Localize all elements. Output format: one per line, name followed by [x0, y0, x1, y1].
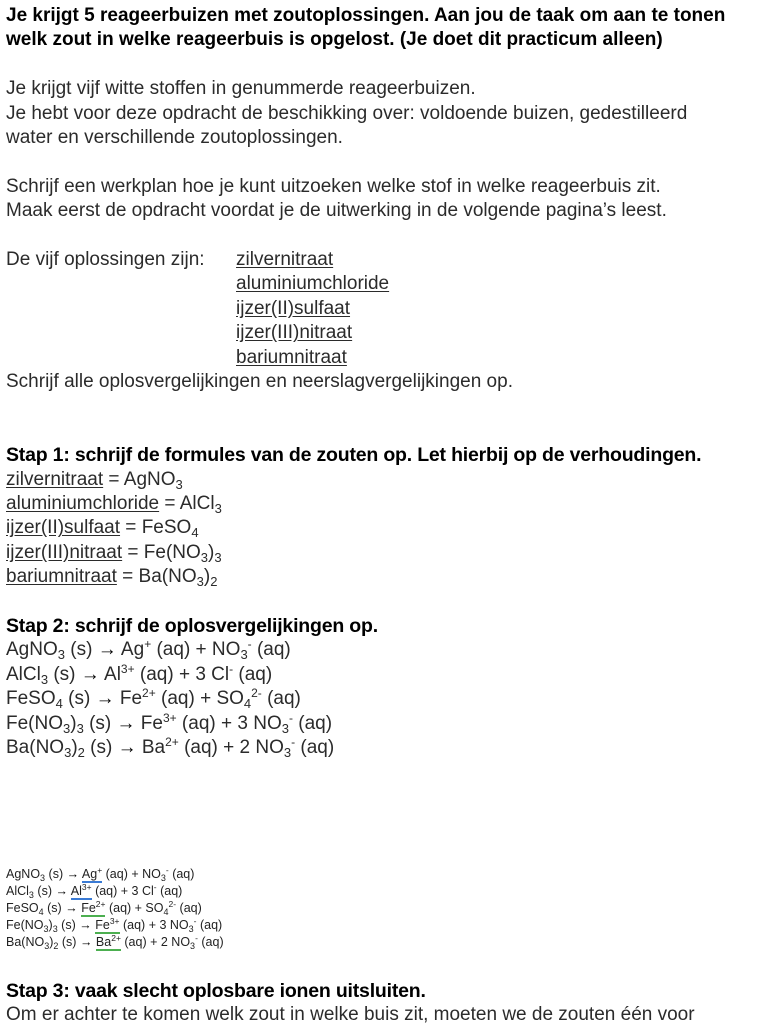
equation-row: AlCl$_3$ $(s) \to Al^{3+}$ (aq) + 3 Cl- (aq): [6, 661, 273, 687]
task-line-1: Schrijf een werkplan hoe je kunt uitzoeken welke stof in welke reageerbuis zit.: [6, 175, 661, 197]
formula-list: [6, 468, 768, 590]
equation-row: FeSO$_4$ $(s) \to Fe^{2+}$ $(aq) + SO_4^{2-}$ (aq): [6, 686, 301, 712]
formula-row: ijzer(III)nitraat = $Fe(NO_3)_3$: [6, 541, 222, 565]
annotated-equation-row: $Ba(NO_3)_2$ $(s) \to Ba^{2+}$ (aq) + 2 $NO_3^-$ (aq): [6, 933, 224, 951]
task-line-2: Maak eerst de opdracht voordat je de uitwerking in de volgende pagina’s leest.: [6, 200, 667, 222]
solution-item: zilvernitraat: [236, 249, 334, 271]
step3-section: [6, 979, 695, 1028]
formula-row: bariumnitraat = $Ba(NO_3)_2$: [6, 566, 218, 590]
step3-heading: Stap 3: vaak slecht oplosbare ionen uitsluiten.: [6, 980, 426, 1002]
equation-row: $Ba(NO_3)_2$ $(s) \to Ba^{2+}$ (aq) + 2 $NO_3^-$ (aq): [6, 735, 335, 761]
solutions-list: [6, 248, 768, 370]
intro-line-3: water en verschillende zoutoplossingen.: [6, 127, 343, 149]
formula-row: aluminiumchloride = AlCl$_3$: [6, 493, 222, 517]
step3-text: Om er achter te komen welk zout in welke buis zit, moeten we de zouten één voor: [6, 1004, 695, 1026]
title-line-1: Je krijgt 5 reageerbuizen met zoutoplossingen. Aan jou de taak om aan te tonen: [6, 5, 726, 26]
equation-row: $Fe(NO_3)_3$ $(s) \to Fe^{3+}$ (aq) + 3 $NO_3^-$ (aq): [6, 710, 333, 736]
annotated-equation-row: AgNO$_3$ (s) → Ag+ $(aq) + NO_3^-$ (aq): [6, 865, 195, 883]
intro-line-1: Je krijgt vijf witte stoffen in genummerde reageerbuizen.: [6, 78, 476, 100]
formula-row: zilvernitraat = AgNO$_3$: [6, 468, 183, 492]
solution-item: ijzer(III)nitraat: [236, 322, 353, 344]
equation-list: [6, 638, 768, 760]
solution-item: ijzer(II)sulfaat: [236, 297, 351, 319]
formula-row: ijzer(II)sulfaat = FeSO$_4$: [6, 517, 199, 541]
annotated-equation-row: AlCl$_3$ $(s) \to Al^{3+}$ (aq) + 3 Cl- (aq): [6, 882, 183, 900]
annotated-equations: [6, 866, 224, 951]
solution-item: aluminiumchloride: [236, 273, 390, 295]
instruction-line: Schrijf alle oplosvergelijkingen en neerslagvergelijkingen op.: [6, 371, 513, 393]
annotated-equation-row: FeSO$_4$ $(s) \to Fe^{2+}$ $(aq) + SO_4^{2-}$ (aq): [6, 899, 202, 917]
solutions-label: De vijf oplossingen zijn:: [6, 249, 205, 271]
step2-heading: Stap 2: schrijf de oplosvergelijkingen op.: [6, 615, 378, 638]
step1-heading: Stap 1: schrijf de formules van de zouten op. Let hierbij op de verhoudingen.: [6, 444, 702, 467]
equation-row: AgNO$_3$ (s) → Ag+ $(aq) + NO_3^-$ (aq): [6, 637, 291, 663]
annotated-equation-row: $Fe(NO_3)_3$ $(s) \to Fe^{3+}$ (aq) + 3 $NO_3^-$ (aq): [6, 916, 223, 934]
solution-item: bariumnitraat: [236, 346, 347, 368]
intro-line-2: Je hebt voor deze opdracht de beschikking over: voldoende buizen, gedestilleerd: [6, 102, 688, 124]
title-line-2: welk zout in welke reageerbuis is opgelost. (Je doet dit practicum alleen): [6, 29, 663, 51]
